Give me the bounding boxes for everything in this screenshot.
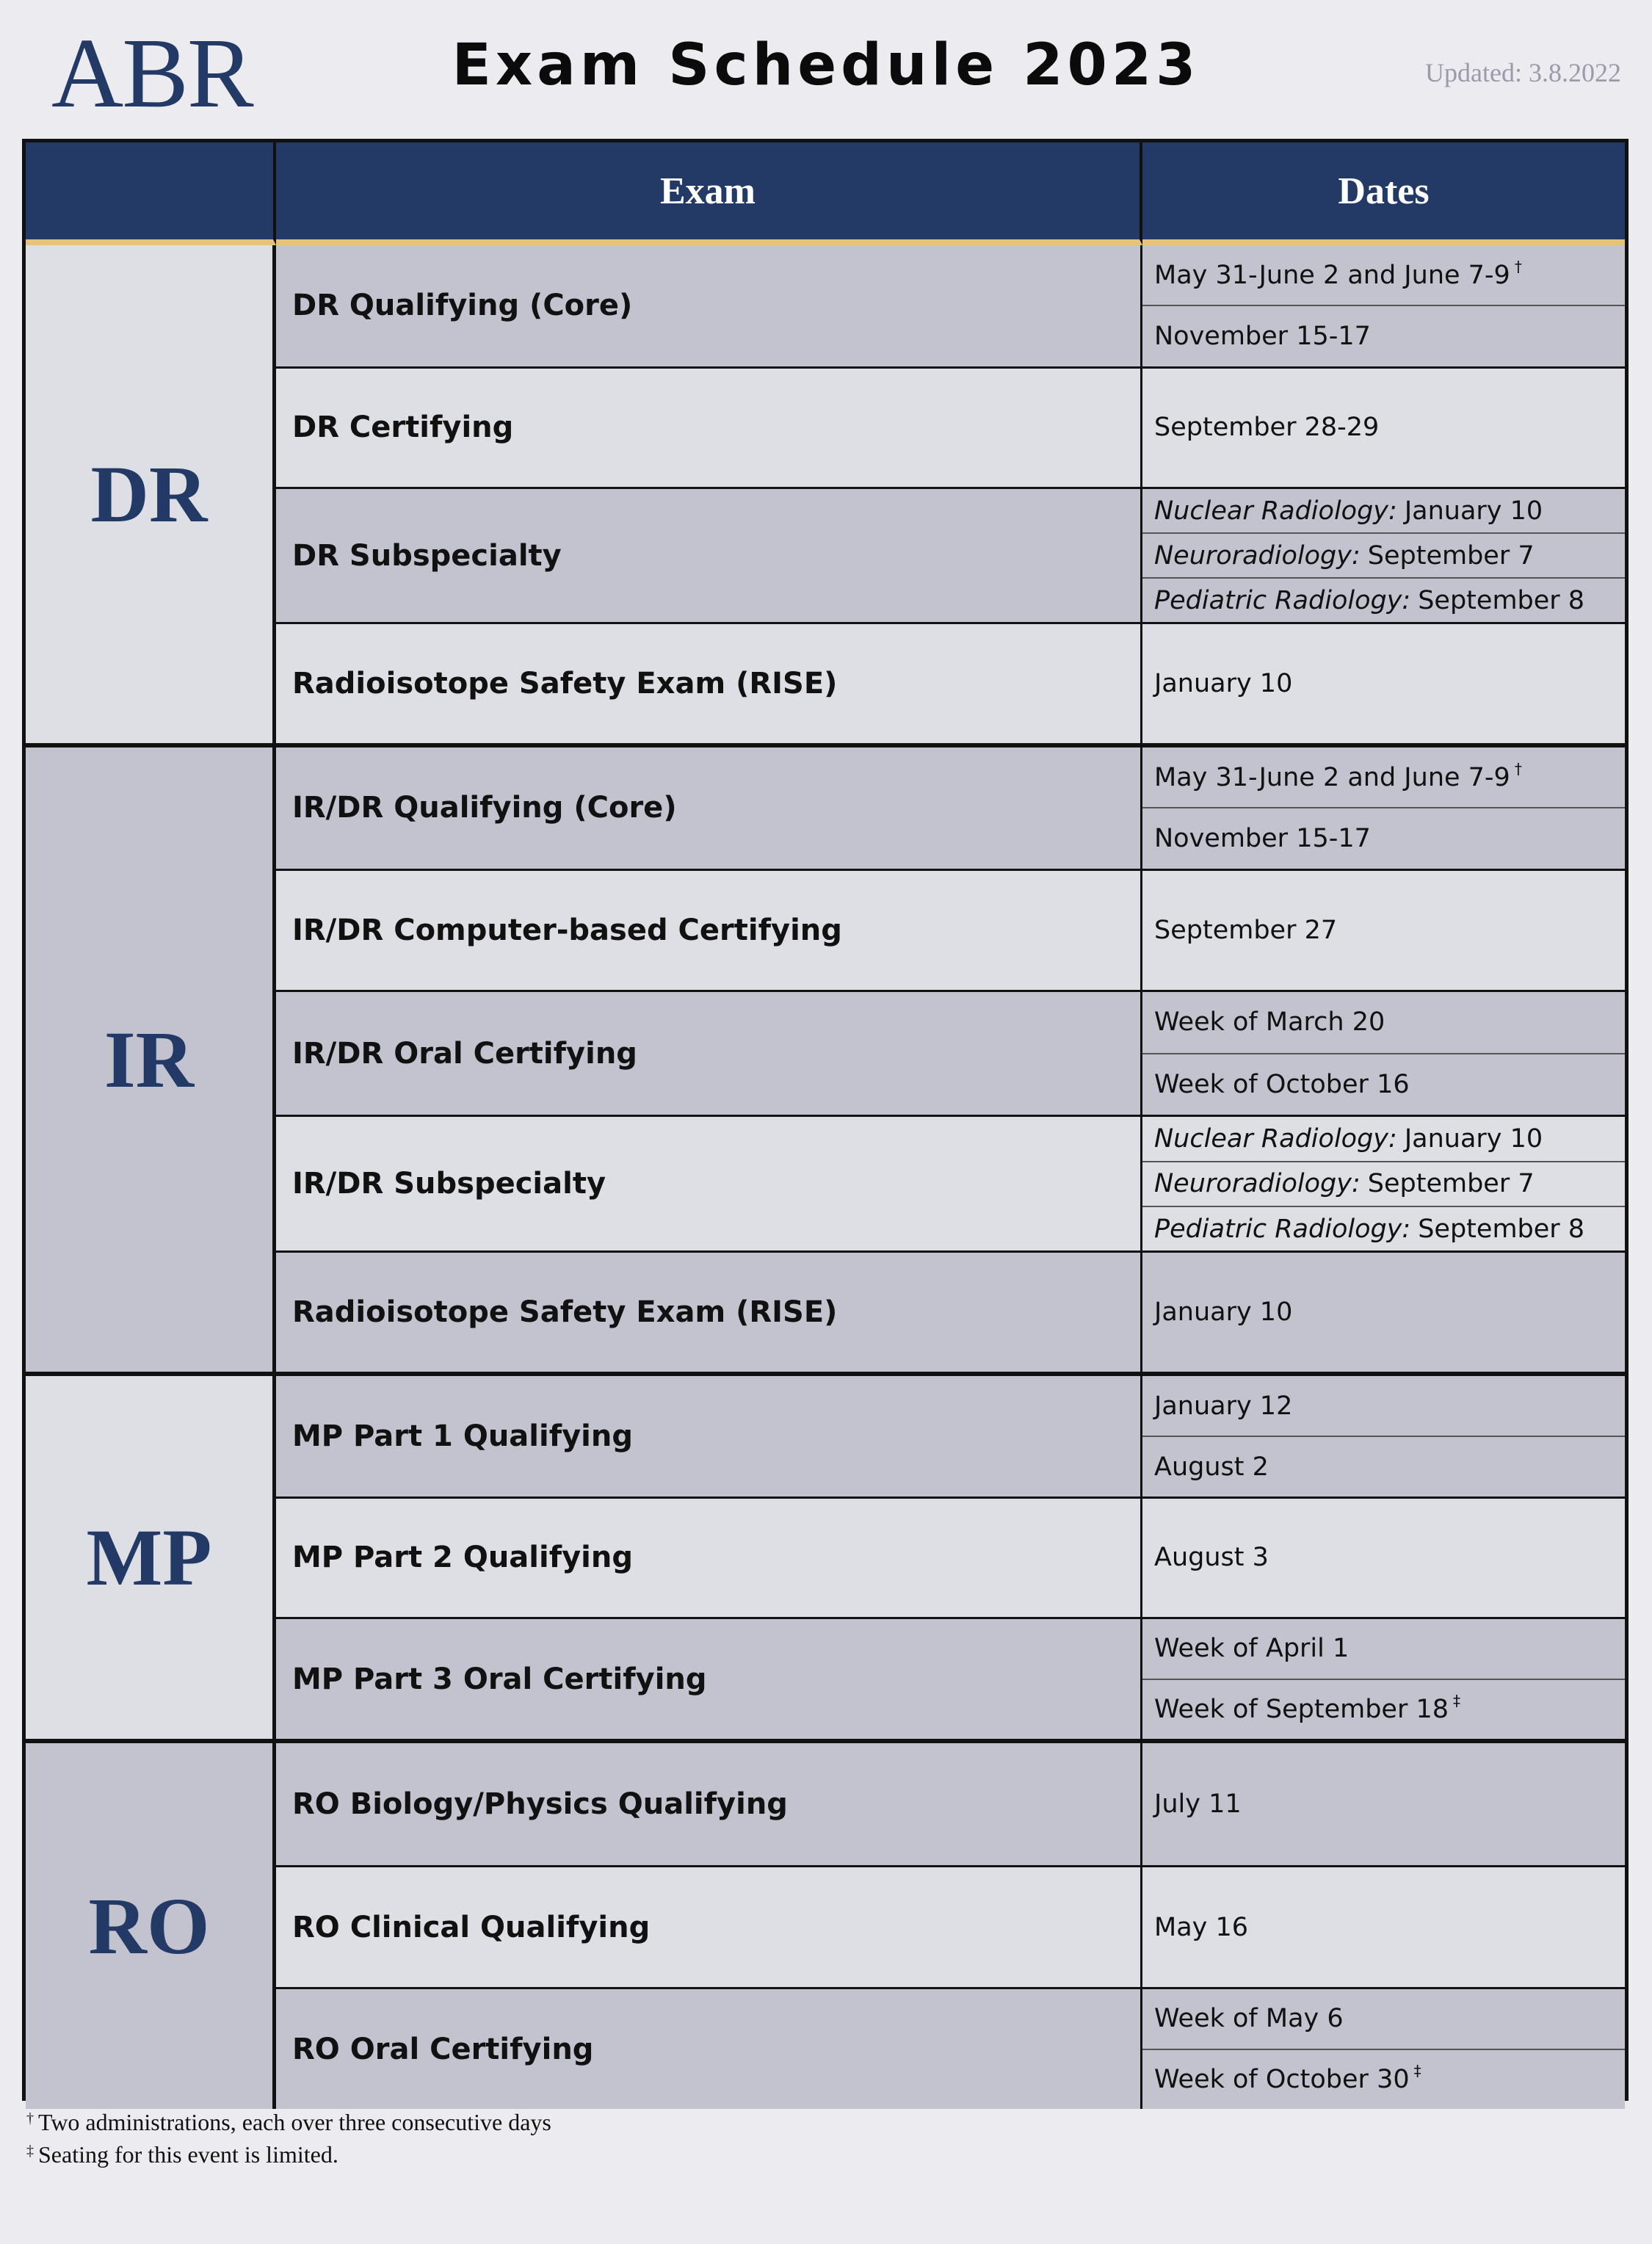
date-cell [1142, 489, 1625, 532]
exam-name: MP Part 3 Oral Certifying [276, 1617, 1142, 1739]
date-cell [1142, 1867, 1625, 1987]
date-cell [1142, 1436, 1625, 1496]
exam-name: DR Qualifying (Core) [276, 245, 1142, 366]
subspecialty-label: Neuroradiology: [1154, 540, 1361, 571]
exam-name: RO Biology/Physics Qualifying [276, 1743, 1142, 1865]
subspecialty-label: Pediatric Radiology: [1154, 585, 1411, 615]
date-cell [1142, 1619, 1625, 1679]
section-label-ir: IR [26, 743, 276, 1372]
exam-name: IR/DR Qualifying (Core) [276, 748, 1142, 869]
subspecialty-label: Nuclear Radiology: [1154, 1124, 1397, 1154]
date-group [1142, 990, 1625, 1115]
date-text: August 2 [1154, 1452, 1269, 1482]
date-cell [1142, 992, 1625, 1053]
date-cell [1142, 1499, 1625, 1617]
date-cell [1142, 807, 1625, 868]
date-text: July 11 [1154, 1789, 1242, 1819]
date-column-ro [1142, 1739, 1625, 2109]
header-blank-cell [26, 142, 276, 245]
exam-name: Radioisotope Safety Exam (RISE) [276, 622, 1142, 743]
section-label-dr: DR [26, 245, 276, 743]
date-cell [1142, 2049, 1625, 2110]
date-column-dr [1142, 245, 1625, 743]
exam-column-dr [276, 245, 1142, 743]
date-cell [1142, 748, 1625, 807]
date-group [1142, 1617, 1625, 1739]
date-group [1142, 1496, 1625, 1617]
exam-name: Radioisotope Safety Exam (RISE) [276, 1251, 1142, 1372]
footnote-1-text: Two administrations, each over three consecutive days [38, 2109, 551, 2135]
date-text: January 10 [1404, 496, 1543, 526]
date-cell [1142, 871, 1625, 990]
date-text: Week of April 1 [1154, 1634, 1350, 1664]
exam-column-ro [276, 1739, 1142, 2109]
date-text: November 15-17 [1154, 321, 1371, 351]
date-cell [1142, 1253, 1625, 1372]
page-title: Exam Schedule 2023 [452, 32, 1200, 98]
date-text: Week of September 18 [1154, 1694, 1449, 1724]
footnote-mark: ‡ [1413, 2061, 1421, 2080]
section-label-ro: RO [26, 1739, 276, 2109]
exam-name: MP Part 2 Qualifying [276, 1496, 1142, 1617]
date-text: September 8 [1418, 1214, 1585, 1244]
subspecialty-label: Pediatric Radiology: [1154, 1214, 1411, 1244]
section-label-mp: MP [26, 1372, 276, 1739]
exam-name: MP Part 1 Qualifying [276, 1376, 1142, 1496]
footnote-2 [26, 2141, 338, 2168]
date-cell [1142, 532, 1625, 577]
header-exam: Exam [276, 142, 1142, 245]
exam-name: IR/DR Subspecialty [276, 1115, 1142, 1251]
date-cell [1142, 1679, 1625, 1740]
date-text: September 7 [1367, 540, 1535, 571]
date-group [1142, 869, 1625, 990]
date-text: May 16 [1154, 1912, 1249, 1942]
subspecialty-label: Neuroradiology: [1154, 1169, 1361, 1199]
date-cell [1142, 1376, 1625, 1436]
date-text: Week of May 6 [1154, 2004, 1344, 2034]
exam-column-ir [276, 743, 1142, 1372]
date-cell [1142, 624, 1625, 743]
date-text: January 10 [1404, 1124, 1543, 1154]
date-text: Week of March 20 [1154, 1007, 1385, 1038]
date-cell [1142, 305, 1625, 366]
date-group [1142, 1115, 1625, 1251]
exam-name: IR/DR Oral Certifying [276, 990, 1142, 1115]
date-text: November 15-17 [1154, 824, 1371, 854]
date-cell [1142, 369, 1625, 488]
date-group [1142, 245, 1625, 366]
date-cell [1142, 1161, 1625, 1206]
date-group [1142, 622, 1625, 743]
exam-schedule-table [22, 139, 1629, 2101]
date-group [1142, 1251, 1625, 1372]
abr-logo: ABR [51, 18, 253, 129]
date-text: May 31-June 2 and June 7-9 [1154, 260, 1510, 290]
date-text: January 12 [1154, 1391, 1293, 1421]
footnote-mark: † [1514, 257, 1522, 275]
date-cell [1142, 245, 1625, 305]
header-dates: Dates [1142, 142, 1625, 245]
date-cell [1142, 1206, 1625, 1251]
date-column-mp [1142, 1372, 1625, 1739]
footnote-1-mark: † [26, 2110, 34, 2127]
date-group [1142, 1376, 1625, 1496]
date-text: September 7 [1367, 1169, 1535, 1199]
date-text: Week of October 16 [1154, 1070, 1410, 1100]
subspecialty-label: Nuclear Radiology: [1154, 496, 1397, 526]
footnote-2-mark: ‡ [26, 2143, 34, 2159]
date-text: September 8 [1418, 585, 1585, 615]
footnote-mark: ‡ [1453, 1691, 1460, 1709]
date-cell [1142, 1053, 1625, 1115]
date-text: August 3 [1154, 1543, 1269, 1573]
date-group [1142, 487, 1625, 622]
exam-name: IR/DR Computer-based Certifying [276, 869, 1142, 990]
footnote-1 [26, 2109, 551, 2136]
date-group [1142, 366, 1625, 488]
date-text: September 27 [1154, 915, 1338, 945]
date-text: January 10 [1154, 669, 1293, 699]
date-text: Week of October 30 [1154, 2064, 1410, 2094]
footnote-mark: † [1514, 759, 1522, 778]
exam-name: RO Oral Certifying [276, 1987, 1142, 2109]
exam-name: DR Certifying [276, 366, 1142, 488]
date-group [1142, 1743, 1625, 1865]
date-group [1142, 1865, 1625, 1987]
date-text: January 10 [1154, 1297, 1293, 1328]
date-group [1142, 1987, 1625, 2109]
date-cell [1142, 1117, 1625, 1160]
footnote-2-text: Seating for this event is limited. [38, 2141, 338, 2168]
date-cell [1142, 1989, 1625, 2049]
exam-name: RO Clinical Qualifying [276, 1865, 1142, 1987]
date-column-ir [1142, 743, 1625, 1372]
updated-date: Updated: 3.8.2022 [1425, 58, 1621, 87]
date-text: September 28-29 [1154, 413, 1380, 443]
exam-name: DR Subspecialty [276, 487, 1142, 622]
date-cell [1142, 577, 1625, 622]
date-text: May 31-June 2 and June 7-9 [1154, 762, 1510, 792]
exam-column-mp [276, 1372, 1142, 1739]
date-group [1142, 748, 1625, 869]
date-cell [1142, 1743, 1625, 1865]
